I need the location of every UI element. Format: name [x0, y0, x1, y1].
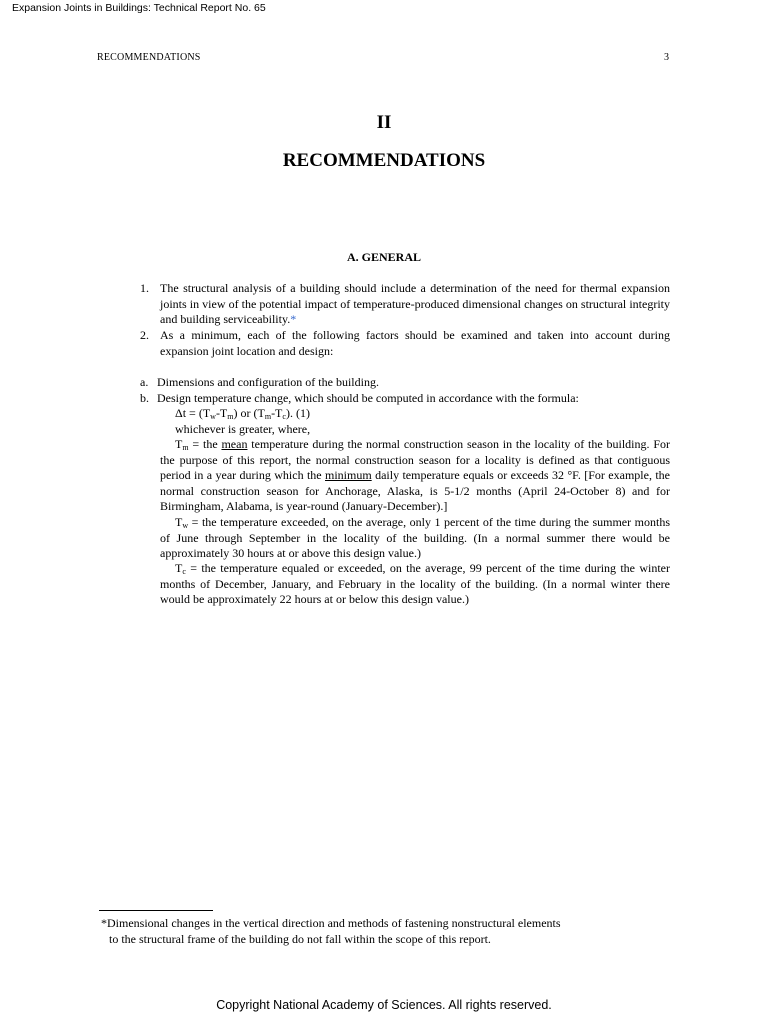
- list-item: [160, 281, 670, 328]
- item-number: 1.: [140, 281, 149, 295]
- item-text: As a minimum, each of the following factors should be examined and taken into account during expansion joint location and design:: [160, 328, 670, 358]
- chapter-number: II: [376, 112, 392, 133]
- footnote-divider: [99, 910, 213, 911]
- section-heading: A. GENERAL: [346, 250, 421, 264]
- page-number: 3: [664, 52, 669, 63]
- chapter-title: RECOMMENDATIONS: [282, 150, 486, 171]
- item-text: The structural analysis of a building should include a determination of the need for thermal expansion joints in view of the potential impact of temperature-produced dimensional changes on structural integrity and building serviceability.: [160, 281, 670, 327]
- footnote-line: *Dimensional changes in the vertical direction and methods of fastening nonstructural elements: [101, 916, 561, 930]
- footnote-line: to the structural frame of the building do not fall within the scope of this report.: [109, 932, 491, 946]
- factor-item: Dimensions and configuration of the building.: [157, 375, 379, 389]
- factor-label: b.: [140, 391, 149, 405]
- tc-definition: $T_c$ = the temperature equaled or exceeded, on the average, 99 percent of the time during the winter months of December, January, and February in the locality of the building. (In a normal winter there would be approximately 22 hours at or below this design value.): [160, 561, 670, 607]
- factor-item: Design temperature change, which should be computed in accordance with the formula:: [157, 391, 579, 405]
- formula: $\Delta t = (T_w-T_m)$ or $(T_m-T_c)$. (1): [175, 406, 310, 421]
- document-title: Expansion Joints in Buildings: Technical Report No. 65: [12, 2, 266, 14]
- factor-label: a.: [140, 375, 149, 389]
- list-item: [160, 328, 670, 359]
- footnote-link[interactable]: *: [290, 312, 297, 327]
- copyright-notice: Copyright National Academy of Sciences. All rights reserved.: [216, 998, 552, 1012]
- tw-definition: $T_w$ = the temperature exceeded, on the average, only 1 percent of the time during the summer months of June through September in the locality of the building. (In a normal summer there would be approximately 30 hours at or above this design value.): [160, 515, 670, 561]
- running-head: RECOMMENDATIONS: [97, 52, 201, 63]
- formula-note: whichever is greater, where,: [175, 422, 311, 436]
- item-number: 2.: [140, 328, 149, 342]
- tm-definition: $T_m$ = the mean temperature during the normal construction season in the locality of the building. For the purpose of this report, the normal construction season for a locality is defined as that contiguous period in a year during which the minimum daily temperature equals or exceeds 32 °F. [For example, the normal construction season for Anchorage, Alaska, is 5-1/2 months (April 24-October 8) and for Birmingham, Alabama, is year-round (January-December).]: [160, 437, 670, 514]
